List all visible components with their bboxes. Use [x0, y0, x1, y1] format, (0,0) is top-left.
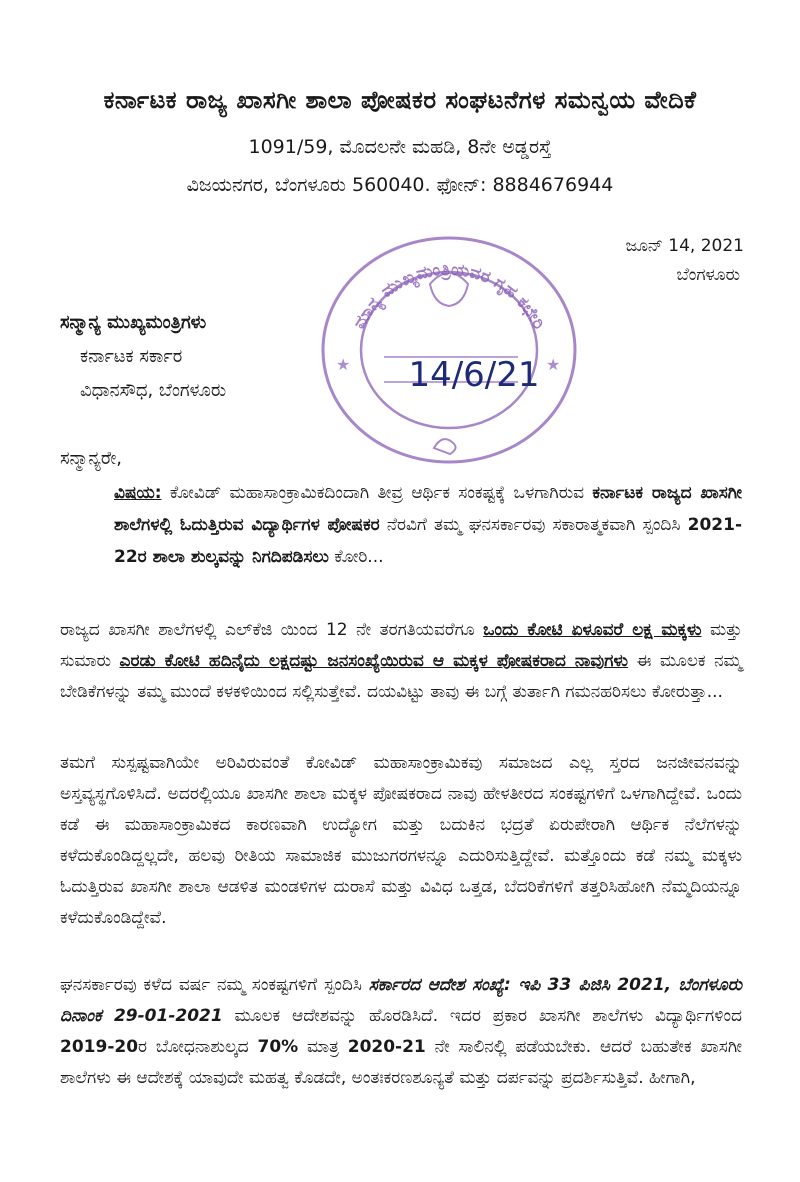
recipient-address: ವಿಧಾನಸೌಧ, ಬೆಂಗಳೂರು: [80, 380, 227, 401]
letter-place: ಬೆಂಗಳೂರು: [676, 265, 740, 285]
organization-name: ಕರ್ನಾಟಕ ರಾಜ್ಯ ಖಾಸಗೀ ಶಾಲಾ ಪೋಷಕರ ಸಂಘಟನೆಗಳ ಸಮನ್ವಯ ವೇದಿಕೆ: [103, 86, 697, 114]
paragraph-1: ರಾಜ್ಯದ ಖಾಸಗೀ ಶಾಲೆಗಳಲ್ಲಿ ಎಲ್‌ಕೆಜಿ ಯಿಂದ 12 ನೇ ತರಗತಿಯವರೆಗೂ ಒಂದು ಕೋಟಿ ಏಳೂವರೆ ಲಕ್ಷ ಮಕ್ಕಳು ಮತ್ತು ಸುಮಾರು ಎರಡು ಕೋಟಿ ಹದಿನೈದು ಲಕ್ಷದಷ್ಟು ಜನಸಂಖ್ಯೆಯಿರುವ ಆ ಮಕ್ಕಳ ಪೋಷಕರಾದ ನಾವುಗಳು ಈ ಮೂಲಕ ನಮ್ಮ ಬೇಡಿಕೆಗಳನ್ನು ತಮ್ಮ ಮುಂದೆ ಕಳಕಳಿಯಿಂದ ಸಲ್ಲಿಸುತ್ತೇವೆ. ದಯವಿಟ್ಟು ತಾವು ಈ ಬಗ್ಗೆ ತುರ್ತಾಗಿ ಗಮನಹರಿಸಲು ಕೋರುತ್ತಾ...: [60, 620, 743, 702]
stamp-ring-text: ಮಾನ್ಯ ಮುಖ್ಯಮಂತ್ರಿಯವರ ಗೃಹ ಕಛೇರಿ: [349, 259, 549, 333]
salutation: ಸನ್ಮಾನ್ಯರೇ,: [60, 448, 123, 469]
address-line-2: ವಿಜಯನಗರ, ಬೆಂಗಳೂರು 560040. ಫೋನ್: 8884676944: [186, 174, 614, 196]
recipient-title: ಸನ್ಮಾನ್ಯ ಮುಖ್ಯಮಂತ್ರಿಗಳು: [60, 312, 207, 333]
letter-date: ಜೂನ್ 14, 2021: [625, 236, 744, 256]
svg-text:ಮಾನ್ಯ ಮುಖ್ಯಮಂತ್ರಿಯವರ ಗೃಹ ಕಛೇರಿ: [349, 260, 548, 333]
svg-text:★: ★: [336, 355, 351, 374]
recipient-government: ಕರ್ನಾಟಕ ಸರ್ಕಾರ: [80, 346, 183, 367]
elephant-icon: [434, 439, 456, 454]
stamp-handwritten-date: 14/6/21: [408, 355, 540, 395]
address-line-1: 1091/59, ಮೊದಲನೇ ಮಹಡಿ, 8ನೇ ಅಡ್ಡರಸ್ತೆ: [248, 136, 552, 158]
paragraph-2: ತಮಗೆ ಸುಸ್ಪಷ್ಟವಾಗಿಯೇ ಅರಿವಿರುವಂತೆ ಕೋವಿಡ್ ಮಹಾಸಾಂಕ್ರಾಮಿಕವು ಸಮಾಜದ ಎಲ್ಲ ಸ್ತರದ ಜನಜೀವನವನ್ನು ಅಸ್ತವ್ಯಸ್ಥಗೊಳಿಸಿದೆ. ಅದರಲ್ಲಿಯೂ ಖಾಸಗೀ ಶಾಲಾ ಮಕ್ಕಳ ಪೋಷಕರಾದ ನಾವು ಹೇಳತೀರದ ಸಂಕಷ್ಟಗಳಿಗೆ ಒಳಗಾಗಿದ್ದೇವೆ. ಒಂದು ಕಡೆ ಈ ಮಹಾಸಾಂಕ್ರಾಮಿಕದ ಕಾರಣವಾಗಿ ಉದ್ಯೋಗ ಮತ್ತು ಬದುಕಿನ ಭದ್ರತೆ ಏರುಪೇರಾಗಿ ಆರ್ಥಿಕ ನೆಲೆಗಳನ್ನು ಕಳೆದುಕೊಂಡಿದ್ದಲ್ಲದೇ, ಹಲವು ರೀತಿಯ ಸಾಮಾಜಿಕ ಮುಜುಗರಗಳನ್ನೂ ಎದುರಿಸುತ್ತಿದ್ದೇವೆ. ಮತ್ತೊಂದು ಕಡೆ ನಮ್ಮ ಮಕ್ಕಳು ಓದುತ್ತಿರುವ ಖಾಸಗೀ ಶಾಲಾ ಆಡಳಿತ ಮಂಡಳಿಗಳ ದುರಾಸೆ ಮತ್ತು ವಿವಿಧ ಒತ್ತಡ, ಬೆದರಿಕೆಗಳಿಗೆ ತತ್ತರಿಸಿಹೋಗಿ ನೆಮ್ಮದಿಯನ್ನೂ ಕಳೆದುಕೊಂಡಿದ್ದೇವೆ.: [60, 753, 742, 928]
paragraph-3: ಘನಸರ್ಕಾರವು ಕಳೆದ ವರ್ಷ ನಮ್ಮ ಸಂಕಷ್ಟಗಳಿಗೆ ಸ್ಪಂದಿಸಿ ಸರ್ಕಾರದ ಆದೇಶ ಸಂಖ್ಯೆ: ಇಪಿ 33 ಪಿಜಿಸಿ 2021, ಬೆಂಗಳೂರು ದಿನಾಂಕ 29-01-2021 ಮೂಲಕ ಆದೇಶವನ್ನು ಹೊರಡಿಸಿದೆ. ಇದರ ಪ್ರಕಾರ ಖಾಸಗೀ ಶಾಲೆಗಳು ವಿದ್ಯಾರ್ಥಿಗಳಿಂದ 2019-20ರ ಬೋಧನಾಶುಲ್ಕದ 70% ಮಾತ್ರ 2020-21 ನೇ ಸಾಲಿನಲ್ಲಿ ಪಡೆಯಬೇಕು. ಆದರೆ ಬಹುತೇಕ ಖಾಸಗೀ ಶಾಲೆಗಳು ಈ ಆದೇಶಕ್ಕೆ ಯಾವುದೇ ಮಹತ್ವ ಕೊಡದೇ, ಅಂತಃಕರಣಶೂನ್ಯತೆ ಮತ್ತು ದರ್ಪವನ್ನು ಪ್ರದರ್ಶಿಸುತ್ತಿವೆ. ಹೀಗಾಗಿ,: [60, 975, 743, 1088]
subject-block: ವಿಷಯ: ಕೋವಿಡ್ ಮಹಾಸಾಂಕ್ರಾಮಿಕದಿಂದಾಗಿ ತೀವ್ರ ಆರ್ಥಿಕ ಸಂಕಷ್ಟಕ್ಕೆ ಒಳಗಾಗಿರುವ ಕರ್ನಾಟಕ ರಾಜ್ಯದ ಖಾಸಗೀ ಶಾಲೆಗಳಲ್ಲಿ ಓದುತ್ತಿರುವ ವಿದ್ಯಾರ್ಥಿಗಳ ಪೋಷಕರ ನೆರವಿಗೆ ತಮ್ಮ ಘನಸರ್ಕಾರವು ಸಕಾರಾತ್ಮಕವಾಗಿ ಸ್ಪಂದಿಸಿ 2021-22ರ ಶಾಲಾ ಶುಲ್ಕವನ್ನು ನಿಗದಿಪಡಿಸಲು ಕೋರಿ...: [114, 483, 743, 567]
subject-label: ವಿಷಯ:: [114, 483, 162, 503]
svg-text:★: ★: [546, 355, 561, 374]
received-stamp: [318, 232, 580, 464]
